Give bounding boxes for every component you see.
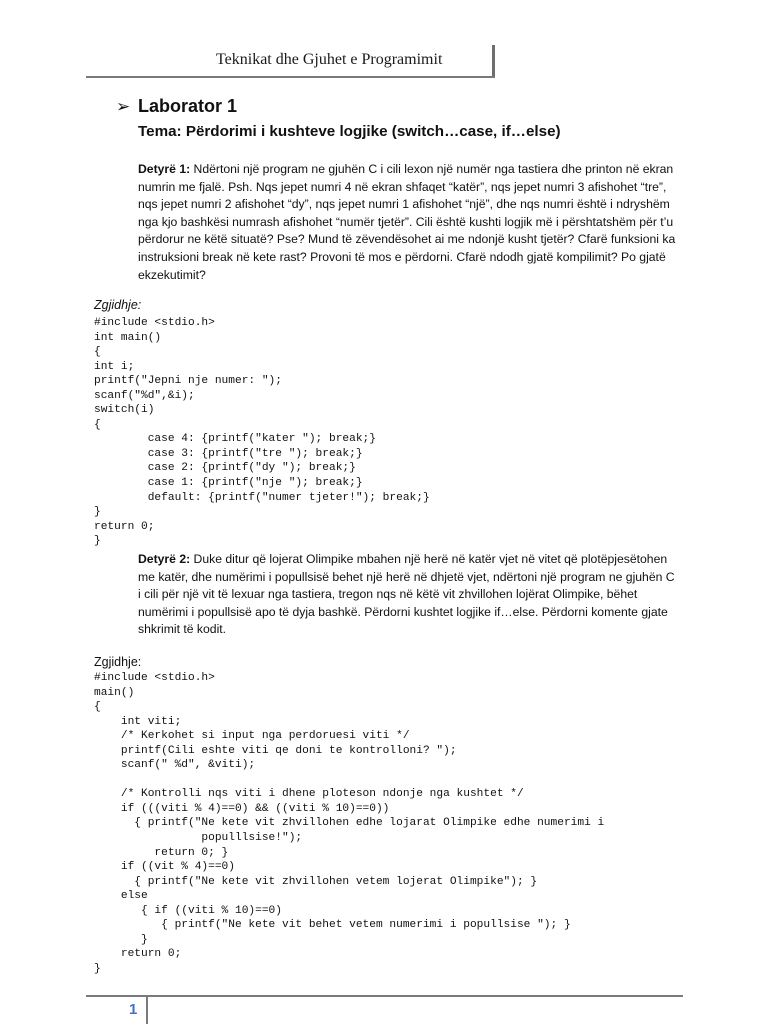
page-number: 1 — [129, 1001, 138, 1018]
solution-1-label: Zgjidhje: — [94, 298, 142, 312]
solution-2-label: Zgjidhje: — [94, 655, 142, 669]
header-horizontal-rule — [86, 76, 495, 78]
running-header-title: Teknikat dhe Gjuhet e Programimit — [216, 51, 443, 68]
task-2-paragraph — [138, 551, 678, 639]
task-2-label: Detyrë 2: — [138, 552, 191, 566]
header-vertical-rule — [492, 45, 495, 76]
solution-2-code: #include <stdio.h> main() { int viti; /* Kerkohet si input nga perdoruesi viti */ printf(Cili eshte viti qe doni te kontrolloni? "); scanf(" %d", &viti); /* Kontrolli nqs viti i dhene ploteson ndonje nga kushtet */ if (((viti % 4)==0) && ((viti % 10)==0)) { printf("Ne kete vit zhvillohen edhe lojarat Olimpike edhe numerimi i populllsise!"); return 0; } if ((vit % 4)==0) { printf("Ne kete vit zhvillohen vetem lojerat Olimpike"); } else { if ((viti % 10)==0) { printf("Ne kete vit behet vetem numerimi i popullsise "); } } return 0; } — [94, 672, 605, 975]
task-1-paragraph — [138, 161, 678, 284]
arrow-bullet-icon: ➢ — [116, 97, 131, 116]
lab-heading — [116, 96, 237, 117]
task-1-label: Detyrë 1: — [138, 162, 191, 176]
lab-title-text: Laborator 1 — [138, 96, 238, 116]
footer-horizontal-rule — [86, 995, 683, 997]
task-1-text: Ndërtoni një program ne gjuhën C i cili lexon një numër nga tastiera dhe printon në ekran numrin me fjalë. Psh. Nqs jepet numri 4 në ekran shfaqet “katër”, nqs jepet numri 3 afishohet “tre”, nqs jepet numri 2 afishohet “dy”, nqs jepet numri 1 afishohet “një”, dhe nqs numri është i ndryshëm nga kjo bashkësi numrash afishohet “numër tjetër”. Cili është kushti logjik më i përshtatshëm për t’u përdorur ne këtë situatë? Pse? Mund të zëvendësohet ai me ndonjë kusht tjetër? Cfarë funksioni ka instruksioni break në kete rast? Provoni të mos e përdorni. Cfarë ndodh gjatë kompilimit? Po gjatë ekzekutimit? — [138, 162, 676, 282]
lab-topic: Tema: Përdorimi i kushteve logjike (switch…case, if…else) — [138, 123, 561, 140]
solution-1-code: #include <stdio.h> int main() { int i; printf("Jepni nje numer: "); scanf("%d",&i); switch(i) { case 4: {printf("kater "); break;} case 3: {printf("tre "); break;} case 2: {printf("dy "); break;} case 1: {printf("nje "); break;} default: {printf("numer tjeter!"); break;} } return 0; } — [94, 317, 430, 548]
footer-vertical-rule — [146, 997, 148, 1024]
task-2-text: Duke ditur që lojerat Olimpike mbahen një herë në katër vjet në vitet që plotëpjesëtohen me katër, dhe numërimi i popullsisë behet një herë në dhjetë vjet, ndërtoni një program ne gjuhën C i cili për një vit të lexuar nga tastiera, tregon nqs në këtë vit zhvillohen lojërat Olimpike, bëhet numërimi i popullsisë apo të dyja bashkë. Përdorni kushtet logjike if…else. Përdorni komente gjate shkrimit të kodit. — [138, 552, 675, 637]
